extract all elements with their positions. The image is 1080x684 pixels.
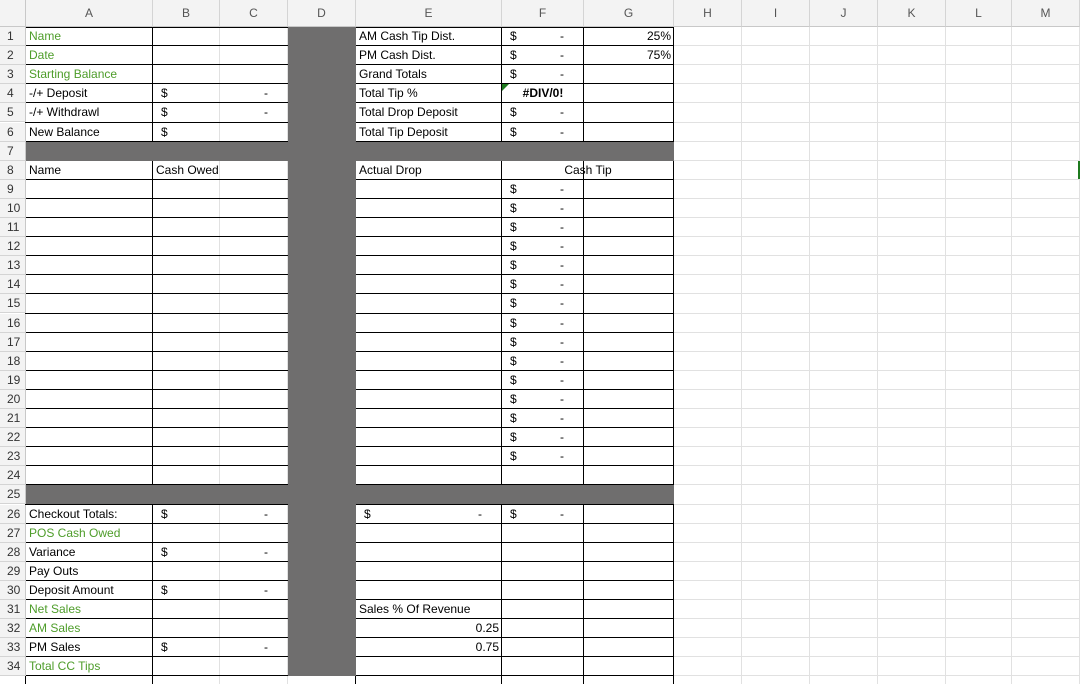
- cell-a3[interactable]: Starting Balance: [29, 67, 118, 82]
- cell-c5[interactable]: -: [264, 105, 268, 120]
- row-header-15[interactable]: 15: [0, 294, 26, 313]
- row-header-17[interactable]: 17: [0, 333, 26, 352]
- cell-f10[interactable]: $: [510, 200, 517, 215]
- shaded-row-25: [26, 485, 674, 504]
- cell-a29[interactable]: Pay Outs: [29, 563, 79, 578]
- gridline-col: [809, 27, 810, 684]
- cell-f9v[interactable]: -: [560, 181, 564, 196]
- row-header-25[interactable]: 25: [0, 485, 26, 504]
- row-header-5[interactable]: 5: [0, 103, 26, 122]
- cell-f22[interactable]: $: [510, 430, 517, 445]
- gridline-col: [741, 27, 742, 684]
- column-header-h[interactable]: H: [674, 0, 742, 27]
- cell-a27[interactable]: POS Cash Owed: [29, 525, 121, 540]
- cell-f16v[interactable]: -: [560, 315, 564, 330]
- cell-f15v[interactable]: -: [560, 296, 564, 311]
- row-header-12[interactable]: 12: [0, 237, 26, 256]
- cell-e1[interactable]: AM Cash Tip Dist.: [359, 29, 456, 43]
- row-header-14[interactable]: 14: [0, 275, 26, 294]
- row-header-30[interactable]: 30: [0, 581, 26, 600]
- row-header-21[interactable]: 21: [0, 409, 26, 428]
- row-header-29[interactable]: 29: [0, 562, 26, 581]
- cell-f5v[interactable]: -: [560, 105, 564, 120]
- cell-f11[interactable]: $: [510, 220, 517, 234]
- cell-b30[interactable]: $: [161, 582, 168, 597]
- cell-e26[interactable]: $: [364, 506, 371, 521]
- select-all-corner[interactable]: [0, 0, 26, 27]
- cell-b6[interactable]: $: [161, 124, 168, 139]
- row-header-20[interactable]: 20: [0, 390, 26, 409]
- cell-f15[interactable]: $: [510, 296, 517, 311]
- cell-f5[interactable]: $: [510, 105, 517, 120]
- cell-f11v[interactable]: -: [560, 220, 564, 234]
- column-header-g[interactable]: G: [584, 0, 674, 27]
- row-header-23[interactable]: 23: [0, 447, 26, 466]
- cell-f20v[interactable]: -: [560, 391, 564, 406]
- column-header-l[interactable]: L: [946, 0, 1012, 27]
- cell-f8[interactable]: Cash Tip: [564, 162, 612, 177]
- cell-c33[interactable]: -: [264, 640, 268, 655]
- row-header-16[interactable]: 16: [0, 314, 26, 333]
- row-header-32[interactable]: 32: [0, 619, 26, 638]
- row-header-26[interactable]: 26: [0, 505, 26, 524]
- gridline-col: [877, 27, 878, 684]
- cell-f12[interactable]: $: [510, 239, 517, 254]
- cell-b26[interactable]: $: [161, 506, 168, 521]
- row-header-7[interactable]: 7: [0, 142, 26, 161]
- row-header-31[interactable]: 31: [0, 600, 26, 619]
- row-header-34[interactable]: 34: [0, 657, 26, 676]
- column-header-i[interactable]: I: [742, 0, 810, 27]
- cell-a8[interactable]: Name: [29, 162, 62, 177]
- cell-f6v[interactable]: -: [560, 124, 564, 139]
- cell-f9[interactable]: $: [510, 181, 517, 196]
- row-header-8[interactable]: 8: [0, 161, 26, 180]
- row-header-13[interactable]: 13: [0, 256, 26, 275]
- cell-g2[interactable]: 75%: [646, 48, 671, 63]
- cell-f1v[interactable]: -: [560, 29, 564, 43]
- cell-b33[interactable]: $: [161, 640, 168, 655]
- row-header-19[interactable]: 19: [0, 371, 26, 390]
- column-header-f[interactable]: F: [502, 0, 584, 27]
- cell-c4[interactable]: -: [264, 86, 268, 101]
- cell-e31[interactable]: Sales % Of Revenue: [359, 602, 471, 616]
- column-header-k[interactable]: K: [878, 0, 946, 27]
- cell-f23v[interactable]: -: [560, 449, 564, 464]
- cell-f21[interactable]: $: [510, 411, 517, 425]
- cell-f16[interactable]: $: [510, 315, 517, 330]
- cell-c28[interactable]: -: [264, 544, 268, 559]
- cell-a30[interactable]: Deposit Amount: [29, 582, 114, 597]
- row-header-28[interactable]: 28: [0, 543, 26, 562]
- cell-c26[interactable]: -: [264, 506, 268, 521]
- cell-a31[interactable]: Net Sales: [29, 602, 82, 616]
- cell-f19v[interactable]: -: [560, 372, 564, 387]
- row-header-3[interactable]: 3: [0, 65, 26, 84]
- cell-c30[interactable]: -: [264, 582, 268, 597]
- column-header-m[interactable]: M: [1012, 0, 1080, 27]
- cell-a4[interactable]: -/+ Deposit: [29, 86, 88, 101]
- row-header-18[interactable]: 18: [0, 352, 26, 371]
- cell-a34[interactable]: Total CC Tips: [29, 659, 101, 674]
- cell-f6[interactable]: $: [510, 124, 517, 139]
- cell-f13[interactable]: $: [510, 258, 517, 273]
- row-header-33[interactable]: 33: [0, 638, 26, 657]
- cell-a6[interactable]: New Balance: [29, 124, 100, 139]
- column-header-e[interactable]: E: [356, 0, 502, 27]
- error-indicator-icon: [502, 84, 509, 91]
- cell-e4[interactable]: Total Tip %: [359, 86, 418, 101]
- cell-e2[interactable]: PM Cash Dist.: [359, 48, 436, 63]
- cell-b28[interactable]: $: [161, 544, 168, 559]
- cell-f18[interactable]: $: [510, 353, 517, 368]
- cell-a26[interactable]: Checkout Totals:: [29, 506, 118, 521]
- shaded-row-7: [26, 142, 674, 161]
- cell-a1[interactable]: Name: [29, 29, 62, 43]
- cell-e33[interactable]: 0.75: [475, 640, 499, 655]
- gridline-col: [1011, 27, 1012, 684]
- cell-e26v[interactable]: -: [478, 506, 482, 521]
- cell-e5[interactable]: Total Drop Deposit: [359, 105, 458, 120]
- row-header-1[interactable]: 1: [0, 27, 26, 46]
- column-header-a[interactable]: A: [26, 0, 153, 27]
- cell-g1[interactable]: 25%: [646, 29, 671, 43]
- column-header-b[interactable]: B: [153, 0, 220, 27]
- cell-a28[interactable]: Variance: [29, 544, 76, 559]
- gridline-col: [945, 27, 946, 684]
- cell-f1[interactable]: $: [510, 29, 517, 43]
- cell-f4[interactable]: #DIV/0!: [522, 86, 564, 101]
- row-header-2[interactable]: 2: [0, 46, 26, 65]
- cell-f13v[interactable]: -: [560, 258, 564, 273]
- cell-f3[interactable]: $: [510, 67, 517, 82]
- cell-f23[interactable]: $: [510, 449, 517, 464]
- cell-f26v[interactable]: -: [560, 506, 564, 521]
- cell-f17v[interactable]: -: [560, 334, 564, 349]
- cell-f19[interactable]: $: [510, 372, 517, 387]
- cell-b5[interactable]: $: [161, 105, 168, 120]
- cell-f10v[interactable]: -: [560, 200, 564, 215]
- cell-b8[interactable]: Cash Owed: [156, 162, 219, 177]
- cell-e32[interactable]: 0.25: [475, 621, 499, 636]
- cell-f14[interactable]: $: [510, 277, 517, 292]
- cell-f22v[interactable]: -: [560, 430, 564, 445]
- row-header-24[interactable]: 24: [0, 466, 26, 485]
- cell-b4[interactable]: $: [161, 86, 168, 101]
- cell-f2v[interactable]: -: [560, 48, 564, 63]
- row-header-9[interactable]: 9: [0, 180, 26, 199]
- shaded-column-d: [288, 27, 356, 676]
- cell-e6[interactable]: Total Tip Deposit: [359, 124, 448, 139]
- row-header-22[interactable]: 22: [0, 428, 26, 447]
- row-header-6[interactable]: 6: [0, 123, 26, 142]
- cell-f3v[interactable]: -: [560, 67, 564, 82]
- column-header-j[interactable]: J: [810, 0, 878, 27]
- cell-f17[interactable]: $: [510, 334, 517, 349]
- cell-a33[interactable]: PM Sales: [29, 640, 81, 655]
- row-header-4[interactable]: 4: [0, 84, 26, 103]
- cell-a32[interactable]: AM Sales: [29, 621, 81, 636]
- cell-e8[interactable]: Actual Drop: [359, 162, 422, 177]
- row-header-11[interactable]: 11: [0, 218, 26, 237]
- column-header-c[interactable]: C: [220, 0, 288, 27]
- cell-e3[interactable]: Grand Totals: [359, 67, 427, 82]
- column-header-d[interactable]: D: [288, 0, 356, 27]
- row-header-27[interactable]: 27: [0, 524, 26, 543]
- cell-f12v[interactable]: -: [560, 239, 564, 254]
- cell-f18v[interactable]: -: [560, 353, 564, 368]
- cell-f21v[interactable]: -: [560, 411, 564, 425]
- cell-f26[interactable]: $: [510, 506, 517, 521]
- cell-a5[interactable]: -/+ Withdrawl: [29, 105, 100, 120]
- cell-f20[interactable]: $: [510, 391, 517, 406]
- cell-f2[interactable]: $: [510, 48, 517, 63]
- cell-border: [673, 27, 674, 684]
- row-header-10[interactable]: 10: [0, 199, 26, 218]
- cell-a2[interactable]: Date: [29, 48, 55, 63]
- cell-f14v[interactable]: -: [560, 277, 564, 292]
